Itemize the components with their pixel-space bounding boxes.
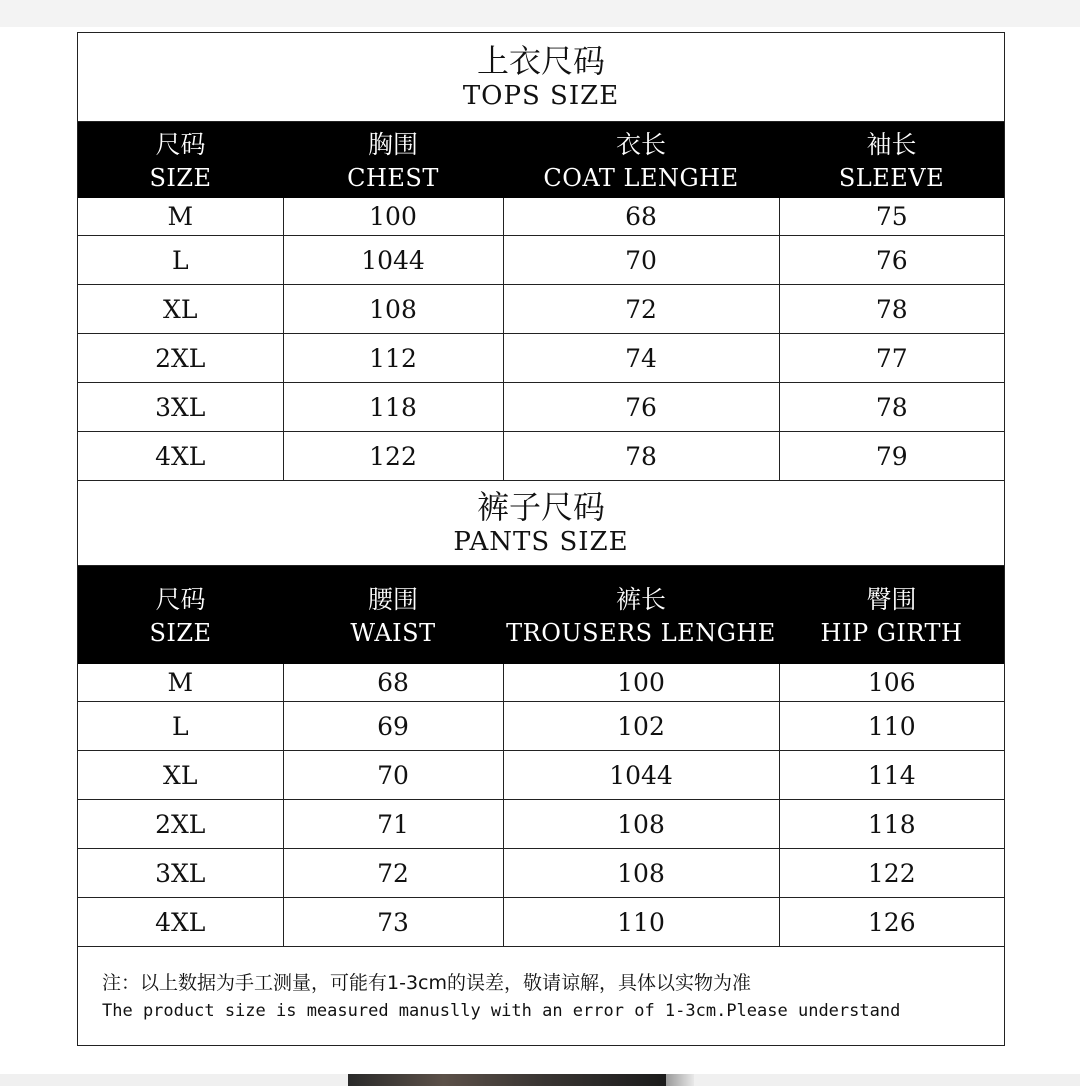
table-cell: M bbox=[78, 664, 283, 702]
table-cell: 77 bbox=[779, 334, 1004, 383]
pants-header-waist bbox=[283, 566, 503, 664]
table-cell: 72 bbox=[503, 285, 779, 334]
table-cell: 114 bbox=[779, 751, 1004, 800]
table-row bbox=[78, 800, 1004, 849]
bottom-strip bbox=[0, 1074, 1080, 1086]
table-cell: 122 bbox=[283, 432, 503, 481]
table-cell: 76 bbox=[779, 236, 1004, 285]
table-cell: 1044 bbox=[283, 236, 503, 285]
header-en: SIZE bbox=[149, 164, 212, 192]
pants-title bbox=[78, 481, 1004, 566]
header-cn: 尺码 bbox=[155, 585, 206, 614]
table-cell: 74 bbox=[503, 334, 779, 383]
table-row bbox=[78, 432, 1004, 481]
header-cn: 胸围 bbox=[367, 130, 418, 159]
size-chart bbox=[77, 32, 1005, 1046]
table-cell: XL bbox=[78, 285, 283, 334]
header-en: SIZE bbox=[149, 619, 212, 647]
tops-header-sleeve bbox=[779, 122, 1004, 198]
table-cell: 108 bbox=[283, 285, 503, 334]
table-cell: 70 bbox=[283, 751, 503, 800]
table-row bbox=[78, 702, 1004, 751]
table-cell: 71 bbox=[283, 800, 503, 849]
table-cell: XL bbox=[78, 751, 283, 800]
table-cell: 3XL bbox=[78, 383, 283, 432]
table-cell: 79 bbox=[779, 432, 1004, 481]
table-cell: 68 bbox=[503, 198, 779, 236]
table-row bbox=[78, 898, 1004, 947]
measurement-note bbox=[78, 947, 1004, 1025]
header-cn: 臀围 bbox=[866, 585, 917, 614]
table-cell: 3XL bbox=[78, 849, 283, 898]
header-en: CHEST bbox=[347, 164, 439, 192]
table-cell: 110 bbox=[779, 702, 1004, 751]
header-en: WAIST bbox=[350, 619, 436, 647]
table-row bbox=[78, 751, 1004, 800]
table-cell: 108 bbox=[503, 849, 779, 898]
table-cell: 122 bbox=[779, 849, 1004, 898]
table-cell: 100 bbox=[503, 664, 779, 702]
header-en: HIP GIRTH bbox=[820, 619, 963, 647]
table-cell: 75 bbox=[779, 198, 1004, 236]
pants-table bbox=[78, 566, 1004, 947]
tops-header-chest bbox=[283, 122, 503, 198]
table-cell: 106 bbox=[779, 664, 1004, 702]
table-cell: L bbox=[78, 702, 283, 751]
table-cell: 102 bbox=[503, 702, 779, 751]
table-cell: 70 bbox=[503, 236, 779, 285]
table-row bbox=[78, 285, 1004, 334]
table-cell: 78 bbox=[503, 432, 779, 481]
table-row bbox=[78, 334, 1004, 383]
tops-header-row bbox=[78, 122, 1004, 198]
table-cell: 78 bbox=[779, 285, 1004, 334]
note-cn: 注：以上数据为手工测量，可能有1-3cm的误差，敬请谅解，具体以实物为准 bbox=[102, 972, 751, 994]
table-cell: 69 bbox=[283, 702, 503, 751]
tops-table bbox=[78, 122, 1004, 481]
header-cn: 衣长 bbox=[615, 130, 666, 159]
pants-header-trousers-length bbox=[503, 566, 779, 664]
table-cell: 2XL bbox=[78, 800, 283, 849]
table-cell: 76 bbox=[503, 383, 779, 432]
table-cell: 78 bbox=[779, 383, 1004, 432]
tops-header-size bbox=[78, 122, 283, 198]
table-row bbox=[78, 198, 1004, 236]
tops-title-cn: 上衣尺码 bbox=[476, 42, 605, 80]
top-strip bbox=[0, 0, 1080, 27]
table-cell: 112 bbox=[283, 334, 503, 383]
tops-title bbox=[78, 33, 1004, 122]
header-en: TROUSERS LENGHE bbox=[506, 619, 776, 647]
table-cell: M bbox=[78, 198, 283, 236]
header-cn: 袖长 bbox=[866, 130, 917, 159]
product-photo-fragment bbox=[348, 1074, 666, 1086]
table-row bbox=[78, 849, 1004, 898]
header-en: COAT LENGHE bbox=[543, 164, 739, 192]
table-cell: 2XL bbox=[78, 334, 283, 383]
tops-header-coat-length bbox=[503, 122, 779, 198]
table-row bbox=[78, 236, 1004, 285]
table-cell: L bbox=[78, 236, 283, 285]
pants-header-hip-girth bbox=[779, 566, 1004, 664]
pants-header-row bbox=[78, 566, 1004, 664]
table-cell: 4XL bbox=[78, 898, 283, 947]
header-cn: 腰围 bbox=[367, 585, 418, 614]
pants-title-en: PANTS SIZE bbox=[453, 527, 629, 557]
table-cell: 118 bbox=[283, 383, 503, 432]
table-row bbox=[78, 664, 1004, 702]
header-en: SLEEVE bbox=[838, 164, 945, 192]
table-cell: 126 bbox=[779, 898, 1004, 947]
table-row bbox=[78, 383, 1004, 432]
product-photo-fragment-edge bbox=[666, 1074, 694, 1086]
table-cell: 4XL bbox=[78, 432, 283, 481]
table-cell: 1044 bbox=[503, 751, 779, 800]
table-cell: 73 bbox=[283, 898, 503, 947]
header-cn: 尺码 bbox=[155, 130, 206, 159]
table-cell: 118 bbox=[779, 800, 1004, 849]
table-cell: 110 bbox=[503, 898, 779, 947]
header-cn: 裤长 bbox=[615, 585, 666, 614]
pants-header-size bbox=[78, 566, 283, 664]
table-cell: 108 bbox=[503, 800, 779, 849]
note-en: The product size is measured manuslly with an error of 1-3cm.Please understand bbox=[102, 1001, 901, 1021]
table-cell: 100 bbox=[283, 198, 503, 236]
pants-title-cn: 裤子尺码 bbox=[476, 488, 605, 526]
table-cell: 72 bbox=[283, 849, 503, 898]
tops-title-en: TOPS SIZE bbox=[462, 81, 620, 111]
table-cell: 68 bbox=[283, 664, 503, 702]
